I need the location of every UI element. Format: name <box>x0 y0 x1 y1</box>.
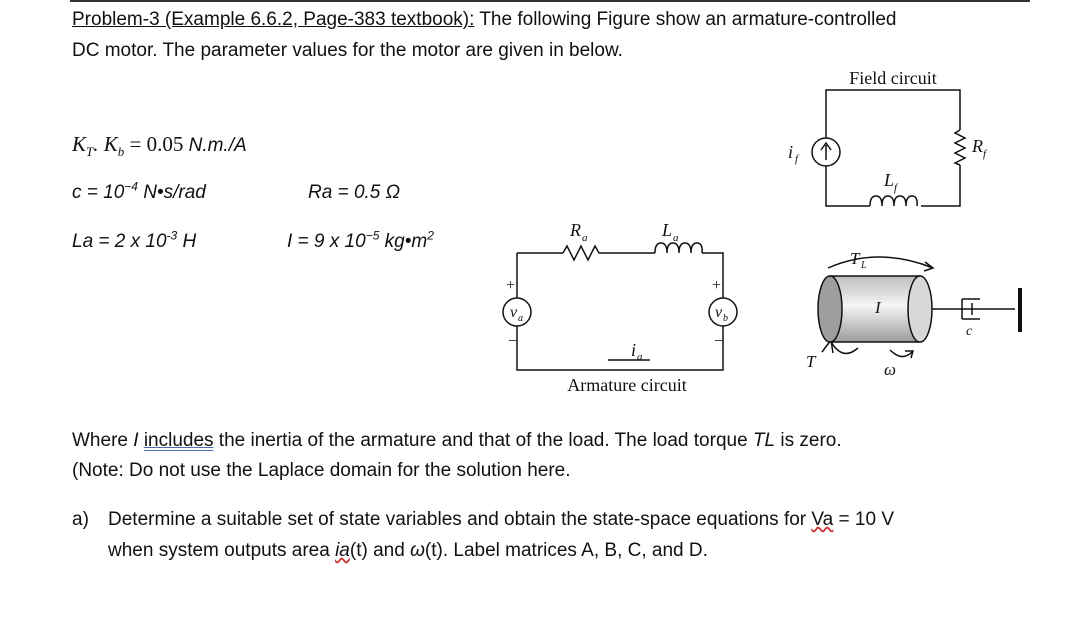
omega-label: ω <box>884 360 897 379</box>
problem-title-ref: Problem-3 (Example 6.6.2, Page-383 textbook): <box>72 9 475 30</box>
kt-kb-unit: N.m./A <box>188 135 247 156</box>
kt-kb-value: = 0.05 <box>124 132 189 156</box>
la-inductor-symbol <box>655 243 702 253</box>
ra-sub: a <box>582 232 588 244</box>
body-line1-i: I <box>133 430 139 451</box>
va-plus: + <box>506 277 516 294</box>
question-a-line2 <box>108 539 708 563</box>
i-unit: kg•m <box>379 231 428 252</box>
body-line1-includes: includes <box>143 430 214 451</box>
i-exp: −5 <box>365 228 380 243</box>
t-label: T <box>806 352 816 371</box>
la-prefix: La = 2 x 10 <box>72 231 167 252</box>
vb-minus: − <box>714 333 724 350</box>
armature-wire <box>517 253 723 370</box>
body-line1-a: Where <box>72 430 134 451</box>
lf-label: L <box>884 170 895 190</box>
qa-line2-c: (t). Label matrices A, B, C, and D. <box>424 540 708 561</box>
qa-line1-b: = 10 V <box>833 509 895 530</box>
kt-symbol: K <box>72 132 87 156</box>
body-line1-c: the inertia of the armature and that of the load. The load torque <box>213 430 753 451</box>
problem-title-rest: The following Figure show an armature-controlled <box>474 9 897 30</box>
ra-resistor-symbol <box>563 246 655 260</box>
body-line1-d: is zero. <box>775 430 842 451</box>
lf-sub: f <box>894 182 898 194</box>
body-line1-tl: TL <box>752 430 776 451</box>
vb-sub: b <box>723 313 728 324</box>
if-arrow-icon <box>821 143 831 160</box>
if-label: i <box>788 142 794 162</box>
field-circuit-label: Field circuit <box>849 68 937 88</box>
question-a-label: a) <box>72 509 89 530</box>
tl-arc <box>828 257 933 268</box>
kt-sub: T <box>86 144 94 160</box>
question-a-line1 <box>108 508 894 532</box>
rf-label: R <box>972 136 983 156</box>
armature-circuit-label: Armature circuit <box>567 375 687 395</box>
ia-sub: a <box>637 351 643 363</box>
la-sub: a <box>673 232 679 244</box>
i-unit-exp: 2 <box>427 228 434 243</box>
rf-resistor-symbol <box>955 130 965 165</box>
problem-line2: DC motor. The parameter values for the motor are given in below. <box>72 40 623 61</box>
la-unit: H <box>177 231 197 252</box>
ra-label: R <box>570 220 581 240</box>
ia-label: i <box>631 340 637 360</box>
rotor-right-face <box>908 276 932 342</box>
body-line1 <box>72 429 842 453</box>
damper-c-label: c <box>966 324 973 339</box>
vb-plus: + <box>712 277 722 294</box>
kb-symbol: . K <box>93 132 118 156</box>
qa-line2-ia: ia <box>335 540 350 561</box>
va-sub: a <box>518 313 523 324</box>
la-label: L <box>662 220 673 240</box>
kb-sub: b <box>117 144 125 160</box>
c-prefix: c = 10 <box>72 182 125 203</box>
vb-label: v <box>715 304 723 321</box>
param-ra: Ra = 0.5 Ω <box>308 182 401 203</box>
i-prefix: I = 9 x 10 <box>287 231 366 252</box>
if-sub: f <box>795 153 799 165</box>
rotor-left-face <box>818 276 842 342</box>
body-note: (Note: Do not use the Laplace domain for the solution here. <box>72 460 571 481</box>
inertia-label: I <box>875 298 881 317</box>
c-exp: −4 <box>124 179 138 194</box>
rf-sub: f <box>983 148 987 160</box>
tl-sub: L <box>861 260 867 271</box>
qa-line2-omega: ω <box>410 540 425 561</box>
qa-line1-va: Va <box>811 509 834 530</box>
qa-line2-a: when system outputs area <box>108 540 336 561</box>
va-minus: − <box>508 333 518 350</box>
la-exp: -3 <box>166 228 178 243</box>
c-unit: N•s/rad <box>137 182 206 203</box>
qa-line1-a: Determine a suitable set of state variables and obtain the state-space equations for <box>108 509 812 530</box>
tl-label: T <box>850 249 860 268</box>
va-label: v <box>510 304 518 321</box>
qa-line2-b: (t) and <box>349 540 411 561</box>
lf-inductor-symbol <box>870 196 917 206</box>
